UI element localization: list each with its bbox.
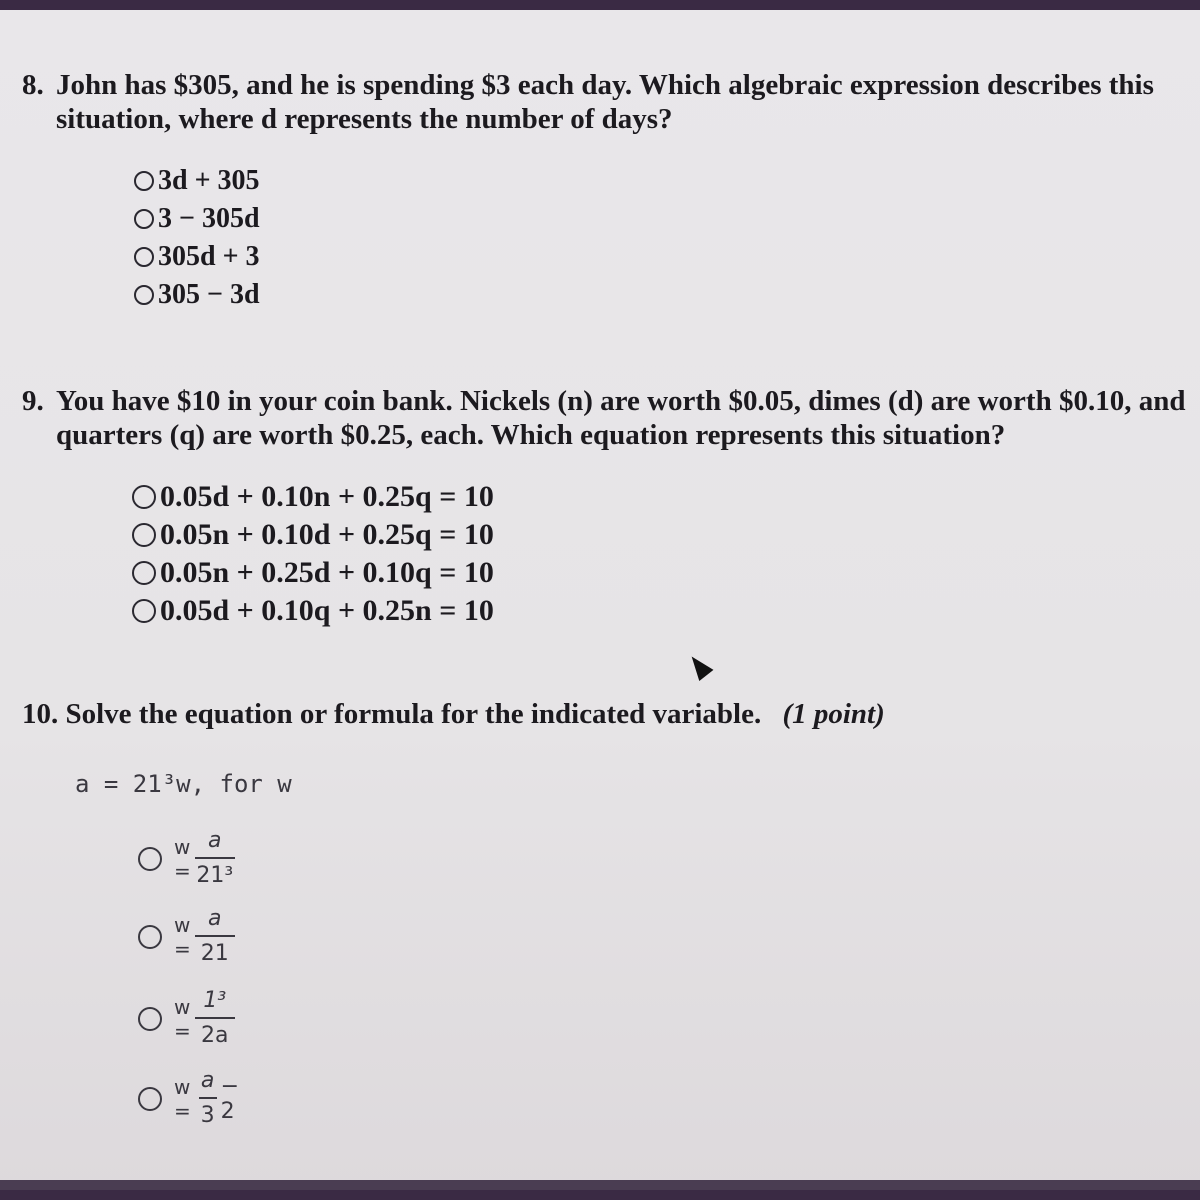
q8-options bbox=[134, 162, 260, 314]
radio-button-icon[interactable] bbox=[132, 485, 156, 509]
option-label: 0.05n + 0.10d + 0.25q = 10 bbox=[160, 518, 494, 551]
numerator: a bbox=[200, 1068, 215, 1093]
fraction-bar bbox=[195, 1017, 235, 1019]
radio-button-icon[interactable] bbox=[134, 285, 154, 305]
given-equation: a = 21³w, for w bbox=[75, 770, 292, 798]
option-label: 0.05n + 0.25d + 0.10q = 10 bbox=[160, 556, 494, 589]
radio-button-icon[interactable] bbox=[134, 209, 154, 229]
radio-button-icon[interactable] bbox=[132, 599, 156, 623]
radio-button-icon[interactable] bbox=[132, 561, 156, 585]
fraction bbox=[195, 988, 235, 1048]
option-lhs: w = bbox=[174, 835, 191, 883]
q9-options bbox=[132, 478, 494, 630]
q8-option-2[interactable] bbox=[134, 200, 260, 238]
quiz-screen bbox=[0, 10, 1200, 1190]
denominator: 3 bbox=[200, 1103, 215, 1128]
q8-option-4[interactable] bbox=[134, 276, 260, 314]
denominator: 2a bbox=[201, 1023, 229, 1048]
question-number: 8. bbox=[22, 69, 44, 101]
q10-option-3[interactable] bbox=[138, 990, 235, 1048]
option-label: 0.05d + 0.10q + 0.25n = 10 bbox=[160, 594, 494, 627]
option-lhs: w = bbox=[174, 1075, 191, 1123]
q8-option-3[interactable] bbox=[134, 238, 260, 276]
question-text-line2: situation, where d represents the number of days? bbox=[56, 103, 673, 135]
radio-button-icon[interactable] bbox=[134, 247, 154, 267]
question-9 bbox=[22, 384, 1185, 452]
q9-option-1[interactable] bbox=[132, 478, 494, 516]
fraction-bar bbox=[195, 857, 235, 859]
q9-option-4[interactable] bbox=[132, 592, 494, 630]
question-text: Solve the equation or formula for the indicated variable. bbox=[65, 698, 762, 730]
radio-button-icon[interactable] bbox=[132, 523, 156, 547]
mouse-pointer-icon bbox=[685, 651, 714, 681]
radio-button-icon[interactable] bbox=[138, 1087, 162, 1111]
denominator: 21³ bbox=[196, 863, 234, 888]
q10-option-4[interactable] bbox=[138, 1070, 241, 1128]
option-label: 305d + 3 bbox=[158, 241, 260, 272]
option-lhs: w = bbox=[174, 913, 191, 961]
q9-option-2[interactable] bbox=[132, 516, 494, 554]
numerator: a bbox=[208, 828, 222, 853]
denominator: 21 bbox=[200, 941, 229, 966]
radio-button-icon[interactable] bbox=[138, 847, 162, 871]
option-label: 3d + 305 bbox=[158, 165, 260, 196]
numerator: a bbox=[208, 906, 222, 931]
radio-button-icon[interactable] bbox=[134, 171, 154, 191]
q9-option-3[interactable] bbox=[132, 554, 494, 592]
option-lhs: w = bbox=[174, 995, 191, 1043]
option-label: 305 − 3d bbox=[158, 279, 260, 310]
question-text-line1: You have $10 in your coin bank. Nickels (n) are worth $0.05, dimes (d) are worth $0.10, and bbox=[56, 385, 1186, 417]
numerator: 1³ bbox=[203, 988, 227, 1013]
radio-button-icon[interactable] bbox=[138, 1007, 162, 1031]
q10-option-2[interactable] bbox=[138, 908, 235, 966]
option-label: 0.05d + 0.10n + 0.25q = 10 bbox=[160, 480, 494, 513]
fraction-bar bbox=[195, 935, 235, 937]
option-suffix: − 2 bbox=[220, 1074, 240, 1124]
option-label: 3 − 305d bbox=[158, 203, 260, 234]
points-label: (1 point) bbox=[782, 698, 885, 730]
fraction-bar bbox=[199, 1097, 217, 1099]
fraction bbox=[195, 906, 235, 966]
question-number: 10. bbox=[22, 698, 59, 730]
fraction bbox=[199, 1068, 217, 1128]
radio-button-icon[interactable] bbox=[138, 925, 162, 949]
fraction bbox=[195, 828, 235, 888]
question-text-line1: John has $305, and he is spending $3 each day. Which algebraic expression describes this bbox=[56, 69, 1154, 101]
question-10 bbox=[22, 698, 885, 731]
question-number: 9. bbox=[22, 385, 44, 417]
q10-option-1[interactable] bbox=[138, 830, 235, 888]
question-text-line2: quarters (q) are worth $0.25, each. Which equation represents this situation? bbox=[56, 419, 1006, 451]
question-8 bbox=[22, 68, 1154, 136]
q8-option-1[interactable] bbox=[134, 162, 260, 200]
screen-bottom-edge bbox=[0, 1180, 1200, 1190]
